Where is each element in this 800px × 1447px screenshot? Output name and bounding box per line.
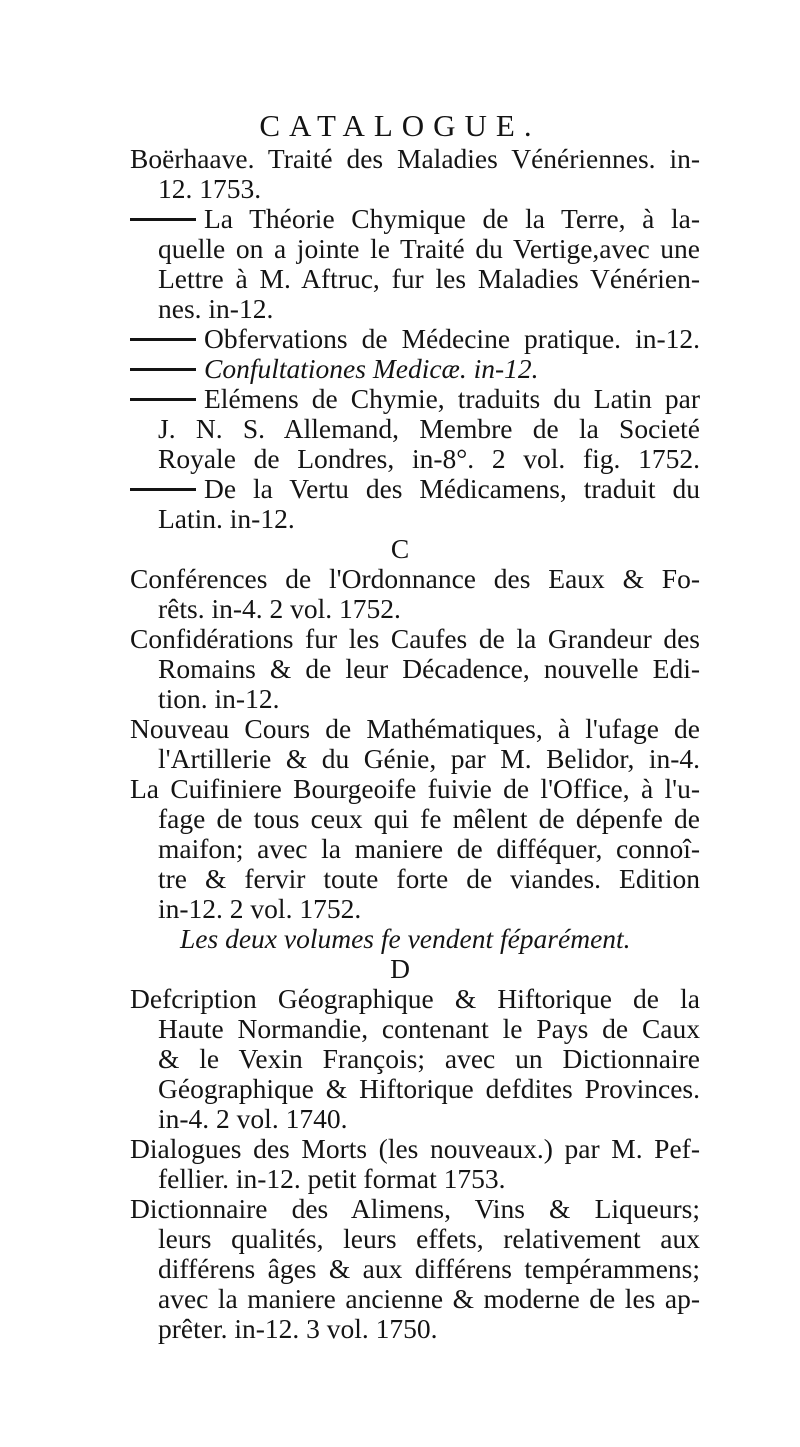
entry-line: Géographique & Hiftorique defdites Provinces. xyxy=(158,1073,700,1104)
entry-line: in-4. 2 vol. 1740. xyxy=(158,1103,348,1134)
entry-line: Dialogues des Morts (les nouveaux.) par M. Pef- xyxy=(130,1133,700,1164)
entry-line: Haute Normandie, contenant le Pays de Caux xyxy=(158,1013,700,1044)
entry-line: tre & fervir toute forte de viandes. Edition xyxy=(158,863,700,894)
entry-line: La Théorie Chymique de la Terre, à la- xyxy=(130,204,700,234)
entry-line: différens âges & aux différens tempérammens; xyxy=(158,1253,700,1284)
entry-line: La Cuifiniere Bourgeoife fuivie de l'Office, à l'u- xyxy=(130,773,700,804)
entry-line: Royale de Londres, in-8°. 2 vol. fig. 1752. xyxy=(158,443,700,474)
entry-line: Confultationes Medicæ. in-12. xyxy=(130,354,700,384)
entry-line: quelle on a jointe le Traité du Vertige,avec une xyxy=(158,233,700,264)
entry-line: prêter. in-12. 3 vol. 1750. xyxy=(158,1313,438,1344)
entry-line: Confidérations fur les Caufes de la Grandeur des xyxy=(130,623,700,654)
entry-line: Lettre à M. Aftruc, fur les Maladies Vénérien- xyxy=(158,263,700,294)
entry-line: Defcription Géographique & Hiftorique de la xyxy=(130,983,700,1014)
entry-line: Romains & de leur Décadence, nouvelle Edi- xyxy=(158,653,700,684)
entry-line: l'Artillerie & du Génie, par M. Belidor, in-4. xyxy=(158,743,700,774)
entry-line: fage de tous ceux qui fe mêlent de dépenfe de xyxy=(158,803,700,834)
entry-line: avec la maniere ancienne & moderne de les ap- xyxy=(158,1283,700,1314)
entry-line: & le Vexin François; avec un Dictionnaire xyxy=(158,1043,700,1074)
ditto-dash xyxy=(130,218,196,221)
entry-line: De la Vertu des Médicamens, traduit du xyxy=(130,474,700,504)
section-letter-c: C xyxy=(390,533,410,564)
entry-line: leurs qualités, leurs effets, relativement aux xyxy=(158,1223,700,1254)
page-header: CATALOGUE. xyxy=(259,108,541,143)
entry-line: Dictionnaire des Alimens, Vins & Liqueurs; xyxy=(130,1193,700,1224)
entry-line: J. N. S. Allemand, Membre de la Societé xyxy=(158,413,700,444)
entry-line: rêts. in-4. 2 vol. 1752. xyxy=(158,593,401,624)
entry-line: Boërhaave. Traité des Maladies Vénériennes. in- xyxy=(130,143,700,174)
entry-line: Elémens de Chymie, traduits du Latin par xyxy=(130,384,700,414)
entry-line: Obfervations de Médecine pratique. in-12. xyxy=(130,324,700,354)
ditto-dash xyxy=(130,398,196,401)
entry-line: maifon; avec la maniere de difféquer, connoî- xyxy=(158,833,700,864)
entry-note: Les deux volumes fe vendent féparément. xyxy=(180,923,631,954)
ditto-dash xyxy=(130,368,196,371)
entry-line: Nouveau Cours de Mathématiques, à l'ufage de xyxy=(130,713,700,744)
entry-line: tion. in-12. xyxy=(158,683,280,714)
entry-line: Conférences de l'Ordonnance des Eaux & Fo- xyxy=(130,563,700,594)
entry-line: Latin. in-12. xyxy=(158,503,295,534)
entry-line: fellier. in-12. petit format 1753. xyxy=(158,1163,506,1194)
ditto-dash xyxy=(130,338,196,341)
section-letter-d: D xyxy=(390,953,410,984)
entry-line: nes. in-12. xyxy=(158,293,274,324)
ditto-dash xyxy=(130,488,196,491)
entry-line: 12. 1753. xyxy=(158,173,262,204)
entry-line: in-12. 2 vol. 1752. xyxy=(158,893,362,924)
